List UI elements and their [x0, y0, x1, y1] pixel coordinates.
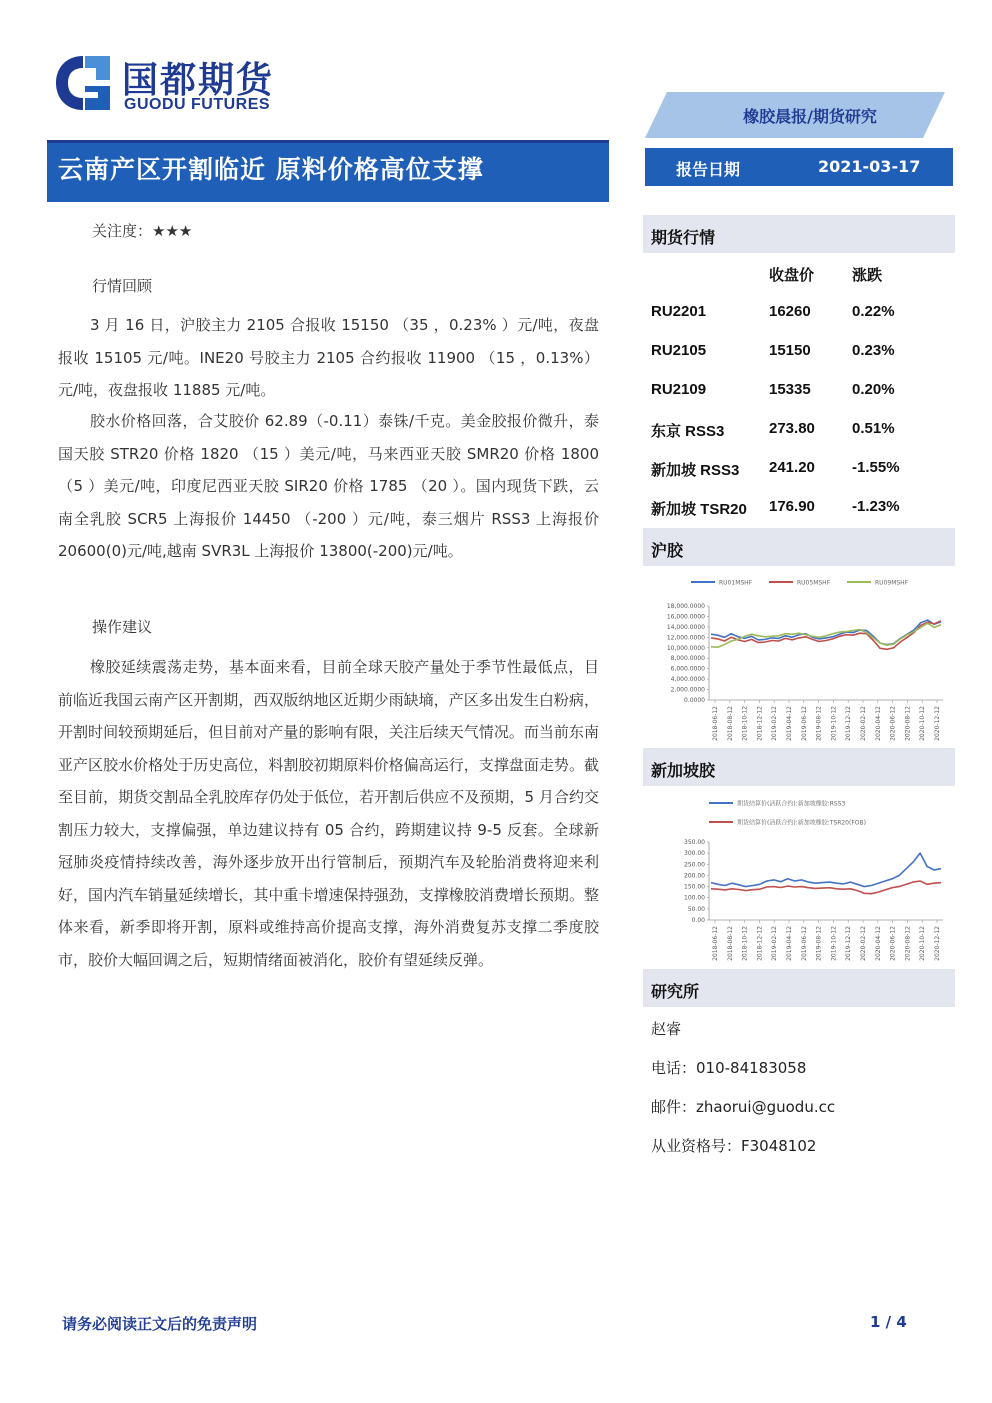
market-row-name: 新加坡 TSR20 [651, 501, 747, 518]
company-logo-cn: 国都期货 [122, 60, 275, 101]
x-tick-label: 2018-10-12 [741, 706, 749, 741]
x-tick-label: 2020-10-12 [919, 706, 927, 741]
y-tick-label: 350.00 [684, 839, 705, 846]
x-tick-label: 2019-04-12 [786, 926, 793, 961]
market-row-close: 15335 [769, 381, 811, 398]
report-date-value: 2021-03-17 [818, 157, 921, 176]
x-tick-label: 2019-06-12 [800, 926, 808, 961]
market-row-close: 176.90 [769, 498, 815, 515]
y-tick-label: 14,000.0000 [666, 623, 705, 631]
report-date-label: 报告日期 [676, 160, 741, 179]
x-tick-label: 2019-10-12 [830, 706, 838, 741]
market-row-close: 15150 [769, 342, 811, 359]
x-tick-label: 2019-06-12 [800, 706, 808, 741]
x-tick-label: 2020-02-12 [860, 706, 867, 741]
market-row-change: 0.23% [852, 342, 895, 359]
market-row-change: -1.55% [852, 459, 900, 476]
company-logo-mark [52, 52, 114, 114]
y-tick-label: 18,000.0000 [666, 603, 705, 610]
y-tick-label: 0.0000 [684, 697, 705, 704]
market-row-close: 273.80 [769, 420, 815, 437]
market-row-name: 东京 RSS3 [651, 423, 725, 440]
x-tick-label: 2020-12-12 [934, 926, 941, 961]
market-row-close: 241.20 [769, 459, 815, 476]
paragraph-advice: 橡胶延续震荡走势，基本面来看，目前全球天胶产量处于季节性最低点，目前临近我国云南产区开割期，西双版纳地区近期少雨缺墒，产区多出发生白粉病，开割时间较预期延后，但目前对产量的影响有限，关注后续天气情况。而当前东南亚产区胶水价格处于历史高位，料割胶初期原料价格偏高运行，支撑盘面走势。截至目前，期货交割品全乳胶库存仍处于低位，若开割后供应不及预期，5 月合约交割压力较大，支撑偏强，单边建议持有 05 合约，跨期建议持 9-5 反套。全球新冠肺炎疫情持续改善，海外逐步放开出行管制后，预期汽车及轮胎消费将迎来利好，国内汽车销量延续增长，其中重卡增速保持强劲，支撑橡胶消费增长预期。整体来看，新季即将开割，原料或维持高价提高支撑，海外消费复苏支撑二季度胶市，胶价大幅回调之后，短期情绪面被消化，胶价有望延续反弹。 [58, 658, 599, 969]
market-row-change: 0.22% [852, 303, 895, 320]
market-row-change: 0.20% [852, 381, 895, 398]
paragraph-market-1: 3 月 16 日，沪胶主力 2105 合报收 15150 （35 ，0.23% ）元/吨，夜盘报收 15105 元/吨。INE20 号胶主力 2105 合约报收 11900 （15 ，0.13%）元/吨，夜盘报收 11885 元/吨。 [58, 316, 599, 399]
x-tick-label: 2018-12-12 [756, 926, 764, 961]
y-tick-label: 6,000.0000 [670, 665, 705, 673]
x-tick-label: 2018-08-12 [726, 926, 734, 961]
market-row-name: RU2201 [651, 303, 707, 320]
chart1-section-header [643, 528, 955, 566]
y-tick-label: 0.00 [691, 917, 705, 924]
footer-disclaimer[interactable]: 请务必阅读正文后的免责声明 [62, 1315, 258, 1333]
x-tick-label: 2019-02-12 [771, 926, 779, 961]
y-tick-label: 16,000.0000 [666, 613, 705, 621]
market-row-name: RU2105 [651, 342, 707, 359]
x-tick-label: 2020-04-12 [874, 706, 882, 741]
x-tick-label: 2020-08-12 [904, 926, 912, 961]
x-tick-label: 2019-10-12 [830, 926, 838, 961]
section-operation-advice: 操作建议 [92, 618, 153, 636]
report-tag: 橡胶晨报/期货研究 [743, 107, 877, 126]
y-tick-label: 300.00 [684, 850, 705, 858]
chart2-section-title: 新加坡胶 [651, 761, 716, 780]
chart1-section-title: 沪胶 [651, 541, 684, 560]
report-title: 云南产区开割临近 原料价格高位支撑 [58, 155, 484, 184]
y-tick-label: 50.00 [687, 905, 705, 913]
analyst-email[interactable]: 邮件：zhaorui@guodu.cc [651, 1098, 836, 1116]
x-tick-label: 2020-04-12 [874, 926, 882, 961]
research-section-title: 研究所 [651, 982, 700, 1001]
y-tick-label: 8,000.0000 [670, 655, 705, 663]
x-tick-label: 2018-06-12 [712, 706, 719, 741]
y-tick-label: 150.00 [684, 883, 705, 891]
market-section-title: 期货行情 [651, 228, 716, 247]
analyst-phone: 电话：010-84183058 [651, 1059, 807, 1077]
market-row-name: RU2109 [651, 381, 707, 398]
market-row-change: -1.23% [852, 498, 900, 515]
x-tick-label: 2018-10-12 [741, 926, 749, 961]
y-tick-label: 100.00 [684, 894, 705, 902]
y-tick-label: 4,000.0000 [670, 676, 705, 684]
analyst-license: 从业资格号：F3048102 [651, 1137, 817, 1155]
market-col-close: 收盘价 [769, 266, 815, 284]
x-tick-label: 2019-02-12 [771, 706, 779, 741]
y-tick-label: 12,000.0000 [666, 634, 705, 642]
attention-rating: 关注度：★★★ [92, 222, 193, 240]
x-tick-label: 2018-08-12 [726, 706, 734, 741]
chart-shfe-rubber [643, 570, 955, 748]
chart-singapore-rubber [643, 790, 955, 970]
market-row-change: 0.51% [852, 420, 895, 437]
market-row-name: 新加坡 RSS3 [651, 462, 740, 479]
section-market-review: 行情回顾 [92, 277, 153, 295]
x-tick-label: 2020-06-12 [889, 926, 897, 961]
x-tick-label: 2019-08-12 [815, 926, 823, 961]
x-tick-label: 2019-08-12 [815, 706, 823, 741]
page-number: 1 / 4 [870, 1313, 907, 1331]
paragraph-market-2: 胶水价格回落，合艾胶价 62.89（-0.11）泰铢/千克。美金胶报价微升，泰国天胶 STR20 价格 1820 （15 ）美元/吨，马来西亚天胶 SMR20 价格 1800 （5 ）美元/吨，印度尼西亚天胶 SIR20 价格 1785 （20 ）。国内现货下跌，云南全乳胶 SCR5 上海报价 14450 （-200 ）元/吨，泰三烟片 RSS3 上海报价 20600(0)元/吨,越南 SVR3L 上海报价 13800(-200)元/吨。 [58, 412, 599, 560]
legend-label: 期货结算价(活跃合约):新加坡橡胶:RSS3 [737, 800, 846, 808]
market-row-close: 16260 [769, 303, 811, 320]
company-logo-en: GUODU FUTURES [124, 96, 271, 113]
x-tick-label: 2020-02-12 [860, 926, 867, 961]
x-tick-label: 2020-12-12 [934, 706, 941, 741]
analyst-name: 赵睿 [651, 1020, 682, 1038]
x-tick-label: 2018-12-12 [756, 706, 764, 741]
x-tick-label: 2020-06-12 [889, 706, 897, 741]
series-line [711, 853, 941, 887]
x-tick-label: 2019-04-12 [786, 706, 793, 741]
x-tick-label: 2020-10-12 [919, 926, 927, 961]
y-tick-label: 2,000.0000 [670, 686, 705, 694]
legend-label: RU05MSHF [797, 579, 831, 587]
x-tick-label: 2019-12-12 [845, 706, 853, 741]
legend-label: RU09MSHF [875, 579, 909, 587]
legend-label: RU01MSHF [719, 579, 753, 587]
series-line [711, 623, 941, 647]
y-tick-label: 250.00 [684, 861, 705, 869]
market-col-change: 涨跌 [852, 266, 883, 284]
y-tick-label: 10,000.0000 [666, 644, 705, 652]
legend-label: 期货结算价(活跃合约):新加坡橡胶:TSR20(FOB) [737, 819, 866, 827]
y-tick-label: 200.00 [684, 872, 705, 880]
x-tick-label: 2019-12-12 [845, 926, 853, 961]
x-tick-label: 2020-08-12 [904, 706, 912, 741]
x-tick-label: 2018-06-12 [712, 926, 719, 961]
